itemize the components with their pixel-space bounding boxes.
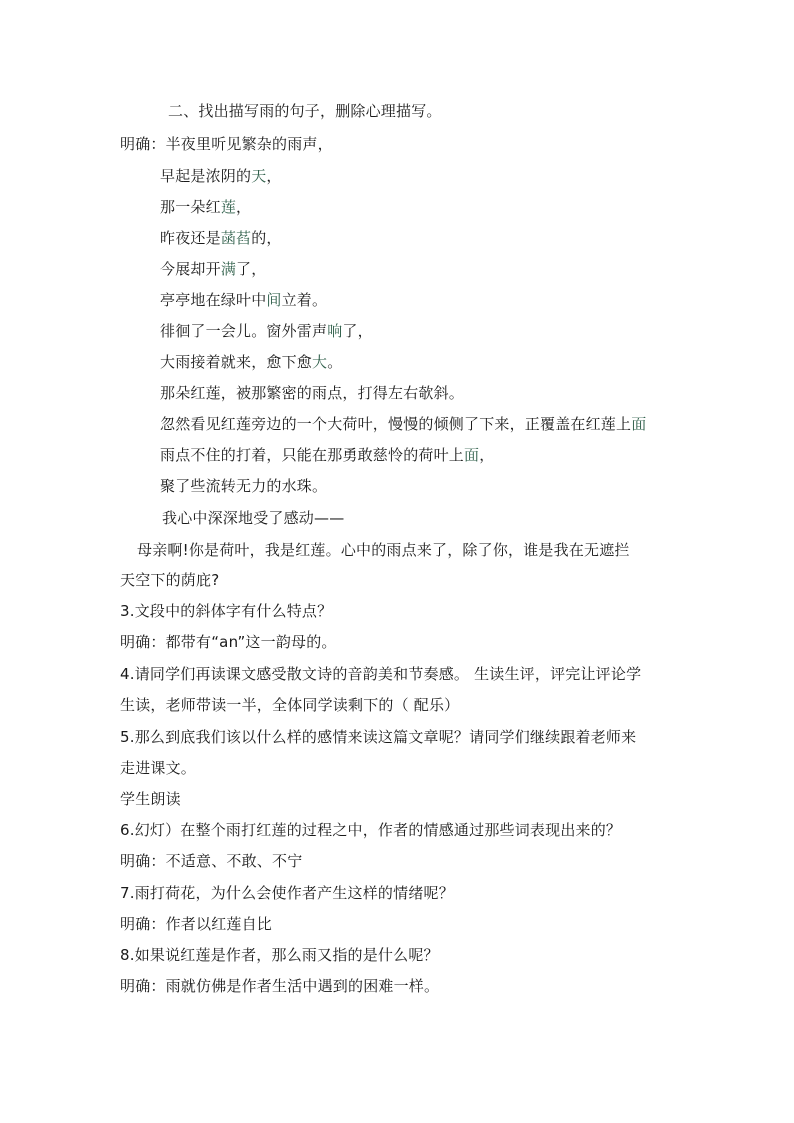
poem-text: 那朵红莲，被那繁密的雨点，打得左右欹斜。 xyxy=(160,384,465,402)
poem-text: 昨夜还是 xyxy=(160,229,221,247)
question-7: 7.雨打荷花，为什么会使作者产生这样的情绪呢？ xyxy=(120,884,454,902)
highlighted-word: 菡萏 xyxy=(220,229,252,247)
question-3: 3.文段中的斜体字有什么特点？ xyxy=(120,602,333,620)
poem-text: ， xyxy=(479,446,495,464)
section-heading: 二、找出描写雨的句子，删除心理描写。 xyxy=(168,102,442,120)
student-reading-label: 学生朗读 xyxy=(120,790,181,808)
question-8: 8.如果说红莲是作者，那么雨又指的是什么呢？ xyxy=(120,946,439,964)
poem-text: 亭亭地在绿叶中 xyxy=(160,291,267,309)
answer-3: 明确：都带有“an”这一韵母的。 xyxy=(120,633,337,651)
poem-line xyxy=(160,290,327,310)
poem-line xyxy=(160,259,266,279)
poem-text: 那一朵红 xyxy=(160,198,221,216)
highlighted-word: 莲 xyxy=(220,198,237,216)
poem-line xyxy=(160,166,282,186)
poem-line xyxy=(160,414,646,434)
poem-line xyxy=(160,445,494,465)
poem-text: ， xyxy=(266,167,282,185)
highlighted-word: 天 xyxy=(251,167,267,185)
answer-8: 明确：雨就仿佛是作者生活中遇到的困难一样。 xyxy=(120,977,440,995)
question-4-line-2: 生读，老师带读一半，全体同学读剩下的（ 配乐） xyxy=(120,696,460,714)
poem-text: ， xyxy=(236,198,252,216)
poem-text: 立着。 xyxy=(281,291,328,309)
answer-7: 明确：作者以红莲自比 xyxy=(120,915,273,933)
poem-text: 。 xyxy=(327,353,343,371)
poem-line xyxy=(160,228,282,248)
poem-text: 今展却开 xyxy=(160,260,221,278)
poem-line xyxy=(160,476,327,496)
poem-text: 大雨接着就来，愈下愈 xyxy=(160,353,313,371)
answer-label: 明确： xyxy=(120,135,166,153)
paragraph-line: 母亲啊!你是荷叶，我是红莲。心中的雨点来了，除了你，谁是我在无遮拦 xyxy=(137,541,630,559)
poem-text: 了， xyxy=(236,260,267,278)
poem-text: 的， xyxy=(251,229,282,247)
poem-text: 了， xyxy=(342,322,373,340)
highlighted-word: 间 xyxy=(266,291,282,309)
highlighted-word: 面 xyxy=(631,415,647,433)
highlighted-word: 大 xyxy=(312,353,328,371)
poem-line: 我心中深深地受了感动—— xyxy=(162,509,345,527)
poem-text: 徘徊了一会儿。窗外雷声 xyxy=(160,322,328,340)
answer-line xyxy=(120,134,333,154)
poem-text: 忽然看见红莲旁边的一个大荷叶，慢慢的倾侧了下来，正覆盖在红莲上 xyxy=(160,415,632,433)
question-5-line-2: 走进课文。 xyxy=(120,759,197,777)
highlighted-word: 响 xyxy=(327,322,343,340)
highlighted-word: 满 xyxy=(220,260,237,278)
answer-6: 明确：不适意、不敢、不宁 xyxy=(120,852,303,870)
poem-line xyxy=(160,197,251,217)
poem-line xyxy=(160,383,464,403)
poem-line xyxy=(160,352,342,372)
question-6: 6.幻灯）在整个雨打红莲的过程之中，作者的情感通过那些词表现出来的？ xyxy=(120,821,622,839)
poem-text: 早起是浓阴的 xyxy=(160,167,252,185)
highlighted-word: 面 xyxy=(464,446,480,464)
question-4-line-1: 4.请同学们再读课文感受散文诗的音韵美和节奏感。 生读生评，评完让评论学 xyxy=(120,665,642,683)
poem-text: 雨点不住的打着，只能在那勇敢慈怜的荷叶上 xyxy=(160,446,465,464)
poem-line: 半夜里听见繁杂的雨声， xyxy=(165,135,333,153)
poem-text: 聚了些流转无力的水珠。 xyxy=(160,477,328,495)
poem-line xyxy=(160,321,373,341)
question-5-line-1: 5.那么到底我们该以什么样的感情来读这篇文章呢？请同学们继续跟着老师来 xyxy=(120,728,637,746)
paragraph-line: 天空下的荫庇? xyxy=(120,571,220,589)
